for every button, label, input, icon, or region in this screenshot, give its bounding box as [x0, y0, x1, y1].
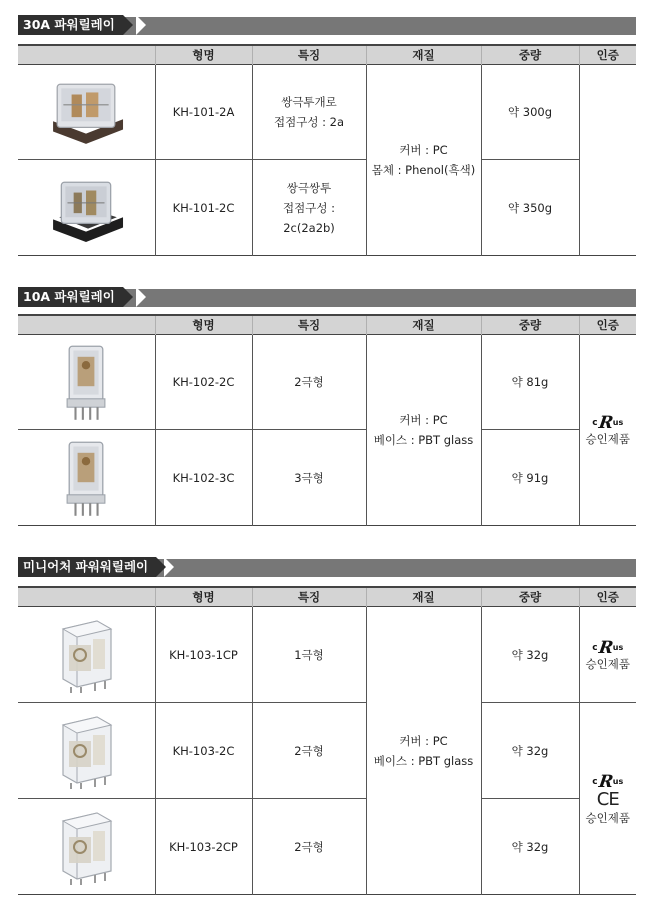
- model-header: 형명: [155, 587, 252, 607]
- section-miniature: [18, 555, 636, 895]
- table-row: [18, 703, 636, 799]
- feature-cell: 1극형: [252, 607, 366, 703]
- feature-cell: 3극형: [252, 430, 366, 526]
- product-photo: [18, 430, 155, 526]
- product-photo: [18, 703, 155, 799]
- model-cell: KH-103-2CP: [155, 799, 252, 895]
- feature-cell: 2극형: [252, 335, 366, 430]
- relay-image-kh-103-1cp: [51, 614, 121, 696]
- weight-cell: 약 91g: [481, 430, 579, 526]
- material-header: 재질: [366, 587, 481, 607]
- spec-table: [18, 44, 636, 256]
- photo-header: [18, 315, 155, 335]
- section-30a: [18, 13, 636, 256]
- feature-cell: 2극형: [252, 703, 366, 799]
- cert-cell: [579, 65, 636, 256]
- material-cell: 커버 : PC 몸체 : Phenol(흑색): [366, 65, 481, 256]
- table-row: [18, 799, 636, 895]
- cert-header: 인증: [579, 45, 636, 65]
- ul-certification-logo: c R us: [592, 637, 624, 658]
- model-cell: KH-101-2C: [155, 160, 252, 256]
- model-cell: KH-103-2C: [155, 703, 252, 799]
- product-photo: [18, 335, 155, 430]
- weight-cell: 약 32g: [481, 607, 579, 703]
- weight-cell: 약 300g: [481, 65, 579, 160]
- ul-certification-logo: c R us: [592, 413, 624, 433]
- table-header: [18, 45, 636, 65]
- material-header: 재질: [366, 45, 481, 65]
- weight-header: 중량: [481, 587, 579, 607]
- section-banner: [18, 555, 636, 579]
- cert-header: 인증: [579, 315, 636, 335]
- cert-cell: [579, 703, 636, 895]
- model-cell: KH-102-3C: [155, 430, 252, 526]
- relay-image-kh-103-2c: [51, 710, 121, 792]
- section-banner: [18, 285, 636, 309]
- table-header: [18, 587, 636, 607]
- cert-cell: [579, 607, 636, 703]
- model-header: 형명: [155, 315, 252, 335]
- spec-table: [18, 586, 636, 895]
- weight-cell: 약 350g: [481, 160, 579, 256]
- weight-cell: 약 32g: [481, 703, 579, 799]
- model-cell: KH-101-2A: [155, 65, 252, 160]
- table-row: [18, 607, 636, 703]
- weight-cell: 약 81g: [481, 335, 579, 430]
- table-row: [18, 335, 636, 430]
- section-10a: [18, 285, 636, 526]
- table-row: [18, 430, 636, 526]
- section-title: 10A 파워릴레이: [18, 287, 123, 307]
- relay-image-kh-103-2cp: [51, 806, 121, 888]
- feature-header: 특징: [252, 587, 366, 607]
- spec-table: [18, 314, 636, 526]
- cert-cell: [579, 335, 636, 526]
- material-cell: 커버 : PC 베이스 : PBT glass: [366, 607, 481, 895]
- table-row: [18, 160, 636, 256]
- weight-header: 중량: [481, 45, 579, 65]
- model-cell: KH-103-1CP: [155, 607, 252, 703]
- model-cell: KH-102-2C: [155, 335, 252, 430]
- product-photo: [18, 799, 155, 895]
- relay-image-kh-102-3c: [54, 436, 118, 520]
- photo-header: [18, 587, 155, 607]
- section-title: 미니어처 파워워릴레이: [18, 557, 156, 577]
- product-photo: [18, 65, 155, 160]
- feature-cell: 쌍극투개로 접점구성 : 2a: [252, 65, 366, 160]
- relay-image-kh-101-2c: [44, 172, 128, 244]
- table-header: [18, 315, 636, 335]
- material-cell: 커버 : PC 베이스 : PBT glass: [366, 335, 481, 526]
- approved-product-label: 승인제품: [585, 656, 630, 671]
- ul-certification-logo: c R us: [592, 771, 624, 792]
- relay-image-kh-102-2c: [54, 340, 118, 424]
- model-header: 형명: [155, 45, 252, 65]
- material-header: 재질: [366, 315, 481, 335]
- table-row: [18, 65, 636, 160]
- weight-header: 중량: [481, 315, 579, 335]
- section-title: 30A 파워릴레이: [18, 15, 123, 35]
- photo-header: [18, 45, 155, 65]
- ce-mark-logo: CE: [596, 788, 619, 810]
- weight-cell: 약 32g: [481, 799, 579, 895]
- relay-image-kh-101-2a: [44, 76, 128, 148]
- feature-header: 특징: [252, 45, 366, 65]
- product-photo: [18, 607, 155, 703]
- product-photo: [18, 160, 155, 256]
- section-banner: [18, 13, 636, 37]
- feature-cell: 2극형: [252, 799, 366, 895]
- cert-header: 인증: [579, 587, 636, 607]
- feature-header: 특징: [252, 315, 366, 335]
- approved-product-label: 승인제품: [585, 432, 630, 446]
- feature-cell: 쌍극쌍투 접점구성 : 2c(2a2b): [252, 160, 366, 256]
- approved-product-label: 승인제품: [585, 810, 630, 825]
